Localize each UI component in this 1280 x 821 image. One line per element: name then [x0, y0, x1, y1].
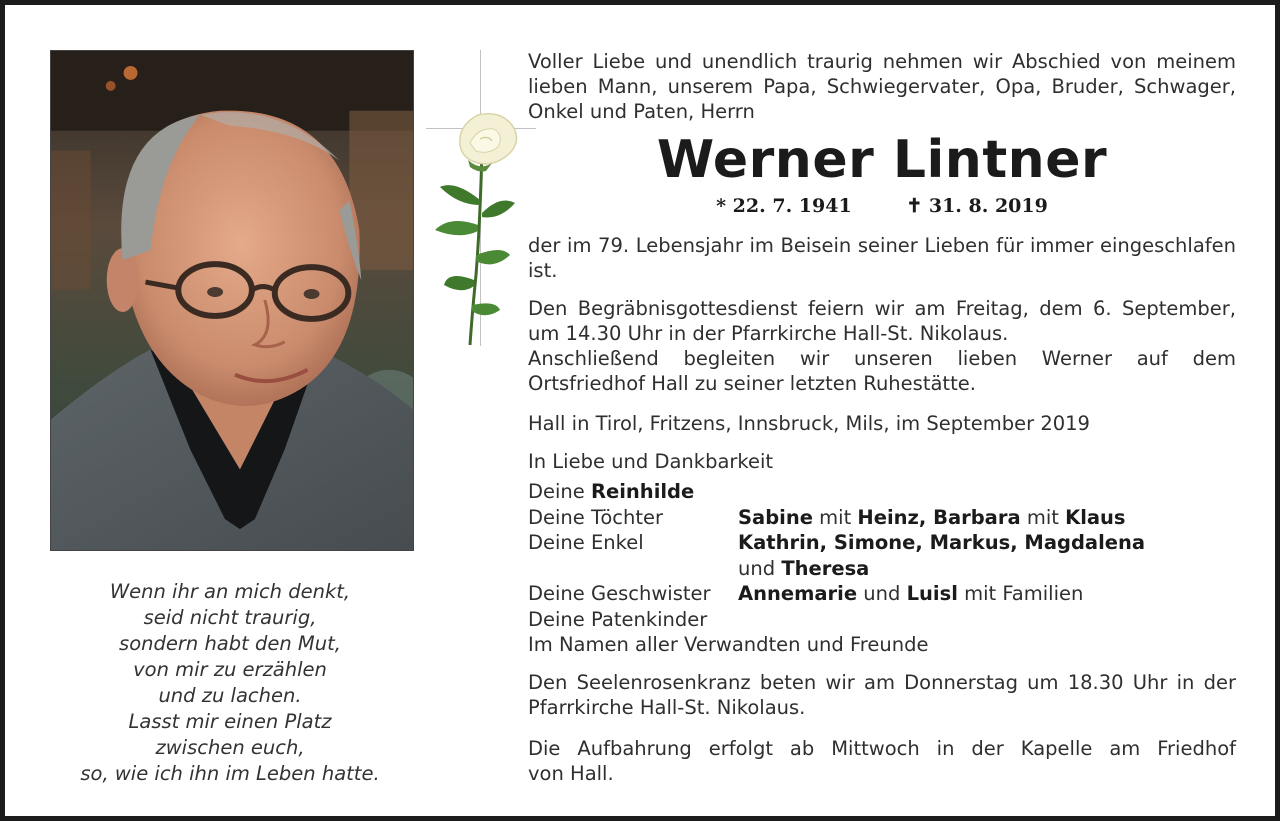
viewing-text — [528, 736, 1236, 786]
family-row-wife: Deine Reinhilde — [528, 480, 695, 503]
viewing-line: Die Aufbahrung erfolgt ab Mittwoch in der Kapelle am Friedhof — [528, 737, 1236, 760]
poem-line: seid nicht traurig, — [143, 606, 317, 629]
intro-line-last: Onkel und Paten, Herrn — [528, 100, 755, 123]
family-row-grandchildren: Deine Enkel Kathrin, Simone, Markus, Magdalena — [528, 531, 1146, 554]
poem-line: Wenn ihr an mich denkt, — [109, 580, 351, 603]
wife-name: Reinhilde — [591, 480, 695, 503]
rosary-text — [528, 670, 1236, 720]
funeral-text — [528, 296, 1236, 396]
memorial-poem — [45, 579, 415, 787]
rosary-line: Den Seelenrosenkranz beten wir am Donnerstag um 18.30 Uhr in der — [528, 671, 1236, 694]
viewing-line-last: von Hall. — [528, 762, 614, 785]
rose-icon — [430, 105, 540, 350]
poem-line: sondern habt den Mut, — [119, 632, 341, 655]
family-row-godchildren: Deine Patenkinder — [528, 607, 708, 631]
portrait-image — [51, 51, 413, 550]
funeral-line: Ortsfriedhof Hall zu seiner letzten Ruhestätte. — [528, 372, 976, 395]
intro-line: Voller Liebe und unendlich traurig nehmen wir Abschied von meinem — [528, 50, 1236, 73]
family-row-siblings: Deine Geschwister Annemarie und Luisl mit Familien — [528, 582, 1084, 605]
passing-line-last: ist. — [528, 259, 558, 282]
poem-line: Lasst mir einen Platz — [128, 710, 332, 733]
family-row-grandchildren-cont: und Theresa — [738, 556, 870, 580]
funeral-line: Anschließend begleiten wir unseren lieben Werner auf dem — [528, 347, 1236, 370]
funeral-line: um 14.30 Uhr in der Pfarrkirche Hall-St. Nikolaus. — [528, 322, 1009, 345]
poem-line: und zu lachen. — [158, 684, 302, 707]
family-row-relatives: Im Namen aller Verwandten und Freunde — [528, 633, 929, 656]
intro-line: lieben Mann, unserem Papa, Schwiegervater, Opa, Bruder, Schwager, — [528, 75, 1236, 98]
passing-line: der im 79. Lebensjahr im Beisein seiner Lieben für immer eingeschlafen — [528, 234, 1236, 257]
place-date: Hall in Tirol, Fritzens, Innsbruck, Mils, im September 2019 — [528, 412, 1090, 435]
family-list — [528, 479, 1236, 658]
deceased-name: Werner Lintner — [656, 130, 1108, 190]
funeral-line: Den Begräbnisgottesdienst feiern wir am Freitag, dem 6. September, — [528, 297, 1236, 320]
death-date: ✝ 31. 8. 2019 — [906, 195, 1048, 217]
intro-text — [528, 49, 1236, 124]
birth-date: * 22. 7. 1941 — [716, 195, 852, 217]
portrait-photo — [50, 50, 414, 551]
poem-line: zwischen euch, — [155, 736, 305, 759]
closing-text: In Liebe und Dankbarkeit — [528, 450, 774, 473]
rosary-line-last: Pfarrkirche Hall-St. Nikolaus. — [528, 696, 806, 719]
poem-line: von mir zu erzählen — [133, 658, 327, 681]
poem-line: so, wie ich ihn im Leben hatte. — [80, 762, 380, 785]
passing-text — [528, 233, 1236, 283]
family-row-daughters: Deine Töchter Sabine mit Heinz, Barbara mit Klaus — [528, 505, 1126, 529]
life-dates — [528, 193, 1236, 219]
